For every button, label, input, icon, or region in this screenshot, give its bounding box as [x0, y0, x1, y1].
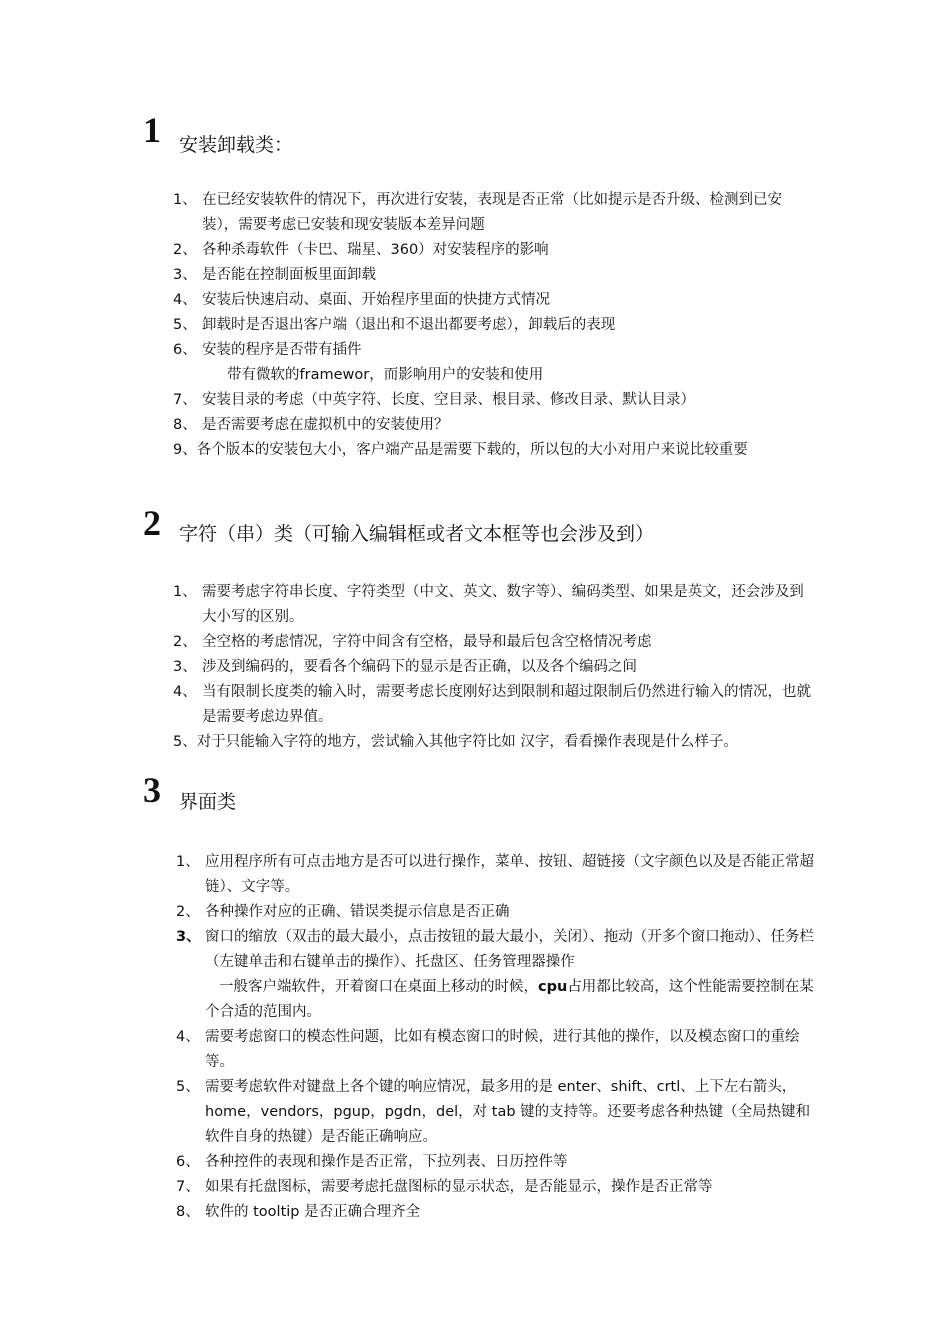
item-text: 各种操作对应的正确、错误类提示信息是否正确 [205, 904, 510, 920]
item-text: 安装目录的考虑（中英字符、长度、空目录、根目录、修改目录、默认目录） [202, 392, 695, 408]
item-text: 卸载时是否退出客户端（退出和不退出都要考虑），卸载后的表现 [202, 317, 616, 333]
item-text: 全空格的考虑情况，字符中间含有空格，最导和最后包含空格情况考虑 [202, 634, 652, 650]
item-marker: 5、 [176, 1079, 200, 1095]
section-title: 字符（串）类（可输入编辑框或者文本框等也会涉及到） [179, 523, 655, 545]
item-text: 应用程序所有可点击地方是否可以进行操作，菜单、按钮、超链接（文字颜色以及是否能正常超链）、文字等。 [205, 854, 814, 895]
item-text: 如果有托盘图标，需要考虑托盘图标的显示状态，是否能显示，操作是否正常等 [205, 1179, 713, 1195]
item-marker: 1、 [173, 584, 197, 600]
item-list [173, 188, 813, 463]
list-item [173, 680, 813, 730]
list-item [173, 263, 813, 288]
list-item [176, 1200, 816, 1225]
item-marker: 7、 [173, 392, 197, 408]
list-item [173, 630, 813, 655]
item-marker: 5、 [173, 734, 197, 750]
list-item [173, 338, 813, 363]
item-text: 各种控件的表现和操作是否正常，下拉列表、日历控件等 [205, 1154, 568, 1170]
item-text: 需要考虑窗口的模态性问题，比如有模态窗口的时候，进行其他的操作，以及模态窗口的重绘等。 [205, 1029, 800, 1070]
item-text: 软件的 tooltip 是否正确合理齐全 [205, 1204, 421, 1220]
section-number: 1 [143, 110, 161, 150]
list-item-note [176, 975, 816, 1025]
item-text: 需要考虑字符串长度、字符类型（中文、英文、数字等）、编码类型、如果是英文，还会涉及到大小写的区别。 [202, 584, 804, 625]
item-marker: 4、 [173, 684, 197, 700]
item-marker: 2、 [173, 634, 197, 650]
list-item [176, 1075, 816, 1150]
item-text: 是否能在控制面板里面卸载 [202, 267, 376, 283]
list-item [176, 900, 816, 925]
item-marker: 6、 [176, 1154, 200, 1170]
item-text: 各种杀毒软件（卡巴、瑞星、360）对安装程序的影响 [202, 242, 549, 258]
item-marker: 2、 [176, 904, 200, 920]
item-text: 一般客户端软件，开着窗口在桌面上移动的时候， [219, 979, 538, 995]
section-title: 安装卸载类： [179, 134, 294, 156]
item-marker: 9、 [173, 442, 197, 458]
item-text: 涉及到编码的，要看各个编码下的显示是否正确，以及各个编码之间 [202, 659, 637, 675]
list-item [173, 313, 813, 338]
item-text: 需要考虑软件对键盘上各个键的响应情况，最多用的是 enter、shift、crtl、上下左右箭头，home，vendors，pgup，pgdn，del，对 tab 键的支持等。还要考虑各种热键（全局热键和软件自身的热键）是否能正确响应。 [205, 1079, 811, 1145]
list-item [176, 1175, 816, 1200]
list-item [173, 238, 813, 263]
item-marker: 2、 [173, 242, 197, 258]
list-item [176, 925, 816, 975]
section-number: 2 [143, 503, 161, 543]
section-number: 3 [143, 770, 161, 810]
item-text: 带有微软的framewor，而影响用户的安装和使用 [227, 367, 544, 383]
list-item [173, 188, 813, 238]
item-marker: 1、 [173, 192, 197, 208]
list-item [173, 438, 813, 463]
item-text: 对于只能输入字符的地方，尝试输入其他字符比如 汉字，看看操作表现是什么样子。 [196, 734, 738, 750]
list-item [173, 655, 813, 680]
list-item [173, 580, 813, 630]
item-marker: 3、 [173, 659, 197, 675]
item-text: 占用都比较高，这个性能需要控制在某个合适的范围内。 [205, 979, 814, 1020]
list-item [176, 1025, 816, 1075]
list-item [176, 1150, 816, 1175]
list-item [173, 288, 813, 313]
item-text: 安装的程序是否带有插件 [202, 342, 362, 358]
item-marker: 4、 [176, 1029, 200, 1045]
list-item [173, 388, 813, 413]
list-item [173, 730, 813, 755]
list-item [173, 413, 813, 438]
item-text: 窗口的缩放（双击的最大最小，点击按钮的最大最小，关闭）、拖动（开多个窗口拖动）、任务栏（左键单击和右键单击的操作）、托盘区、任务管理器操作 [205, 929, 814, 970]
item-list [173, 580, 813, 755]
list-item [176, 850, 816, 900]
item-marker: 8、 [173, 417, 197, 433]
list-item-note [173, 363, 813, 388]
item-text: 当有限制长度类的输入时，需要考虑长度刚好达到限制和超过限制后仍然进行输入的情况，也就是需要考虑边界值。 [202, 684, 811, 725]
item-text: 各个版本的安装包大小，客户端产品是需要下载的，所以包的大小对用户来说比较重要 [196, 442, 748, 458]
item-text-bold: cpu [538, 979, 568, 995]
item-list [176, 850, 816, 1225]
item-marker: 5、 [173, 317, 197, 333]
item-text: 在已经安装软件的情况下，再次进行安装，表现是否正常（比如提示是否升级、检测到已安装），需要考虑已安装和现安装版本差异问题 [202, 192, 782, 233]
section-title: 界面类 [179, 791, 237, 813]
item-marker: 1、 [176, 854, 200, 870]
item-marker: 8、 [176, 1204, 200, 1220]
item-marker: 3、 [176, 929, 201, 945]
item-marker: 6、 [173, 342, 197, 358]
item-marker: 3、 [173, 267, 197, 283]
item-marker: 7、 [176, 1179, 200, 1195]
item-marker: 4、 [173, 292, 197, 308]
item-text: 安装后快速启动、桌面、开始程序里面的快捷方式情况 [202, 292, 550, 308]
item-text: 是否需要考虑在虚拟机中的安装使用？ [202, 417, 449, 433]
